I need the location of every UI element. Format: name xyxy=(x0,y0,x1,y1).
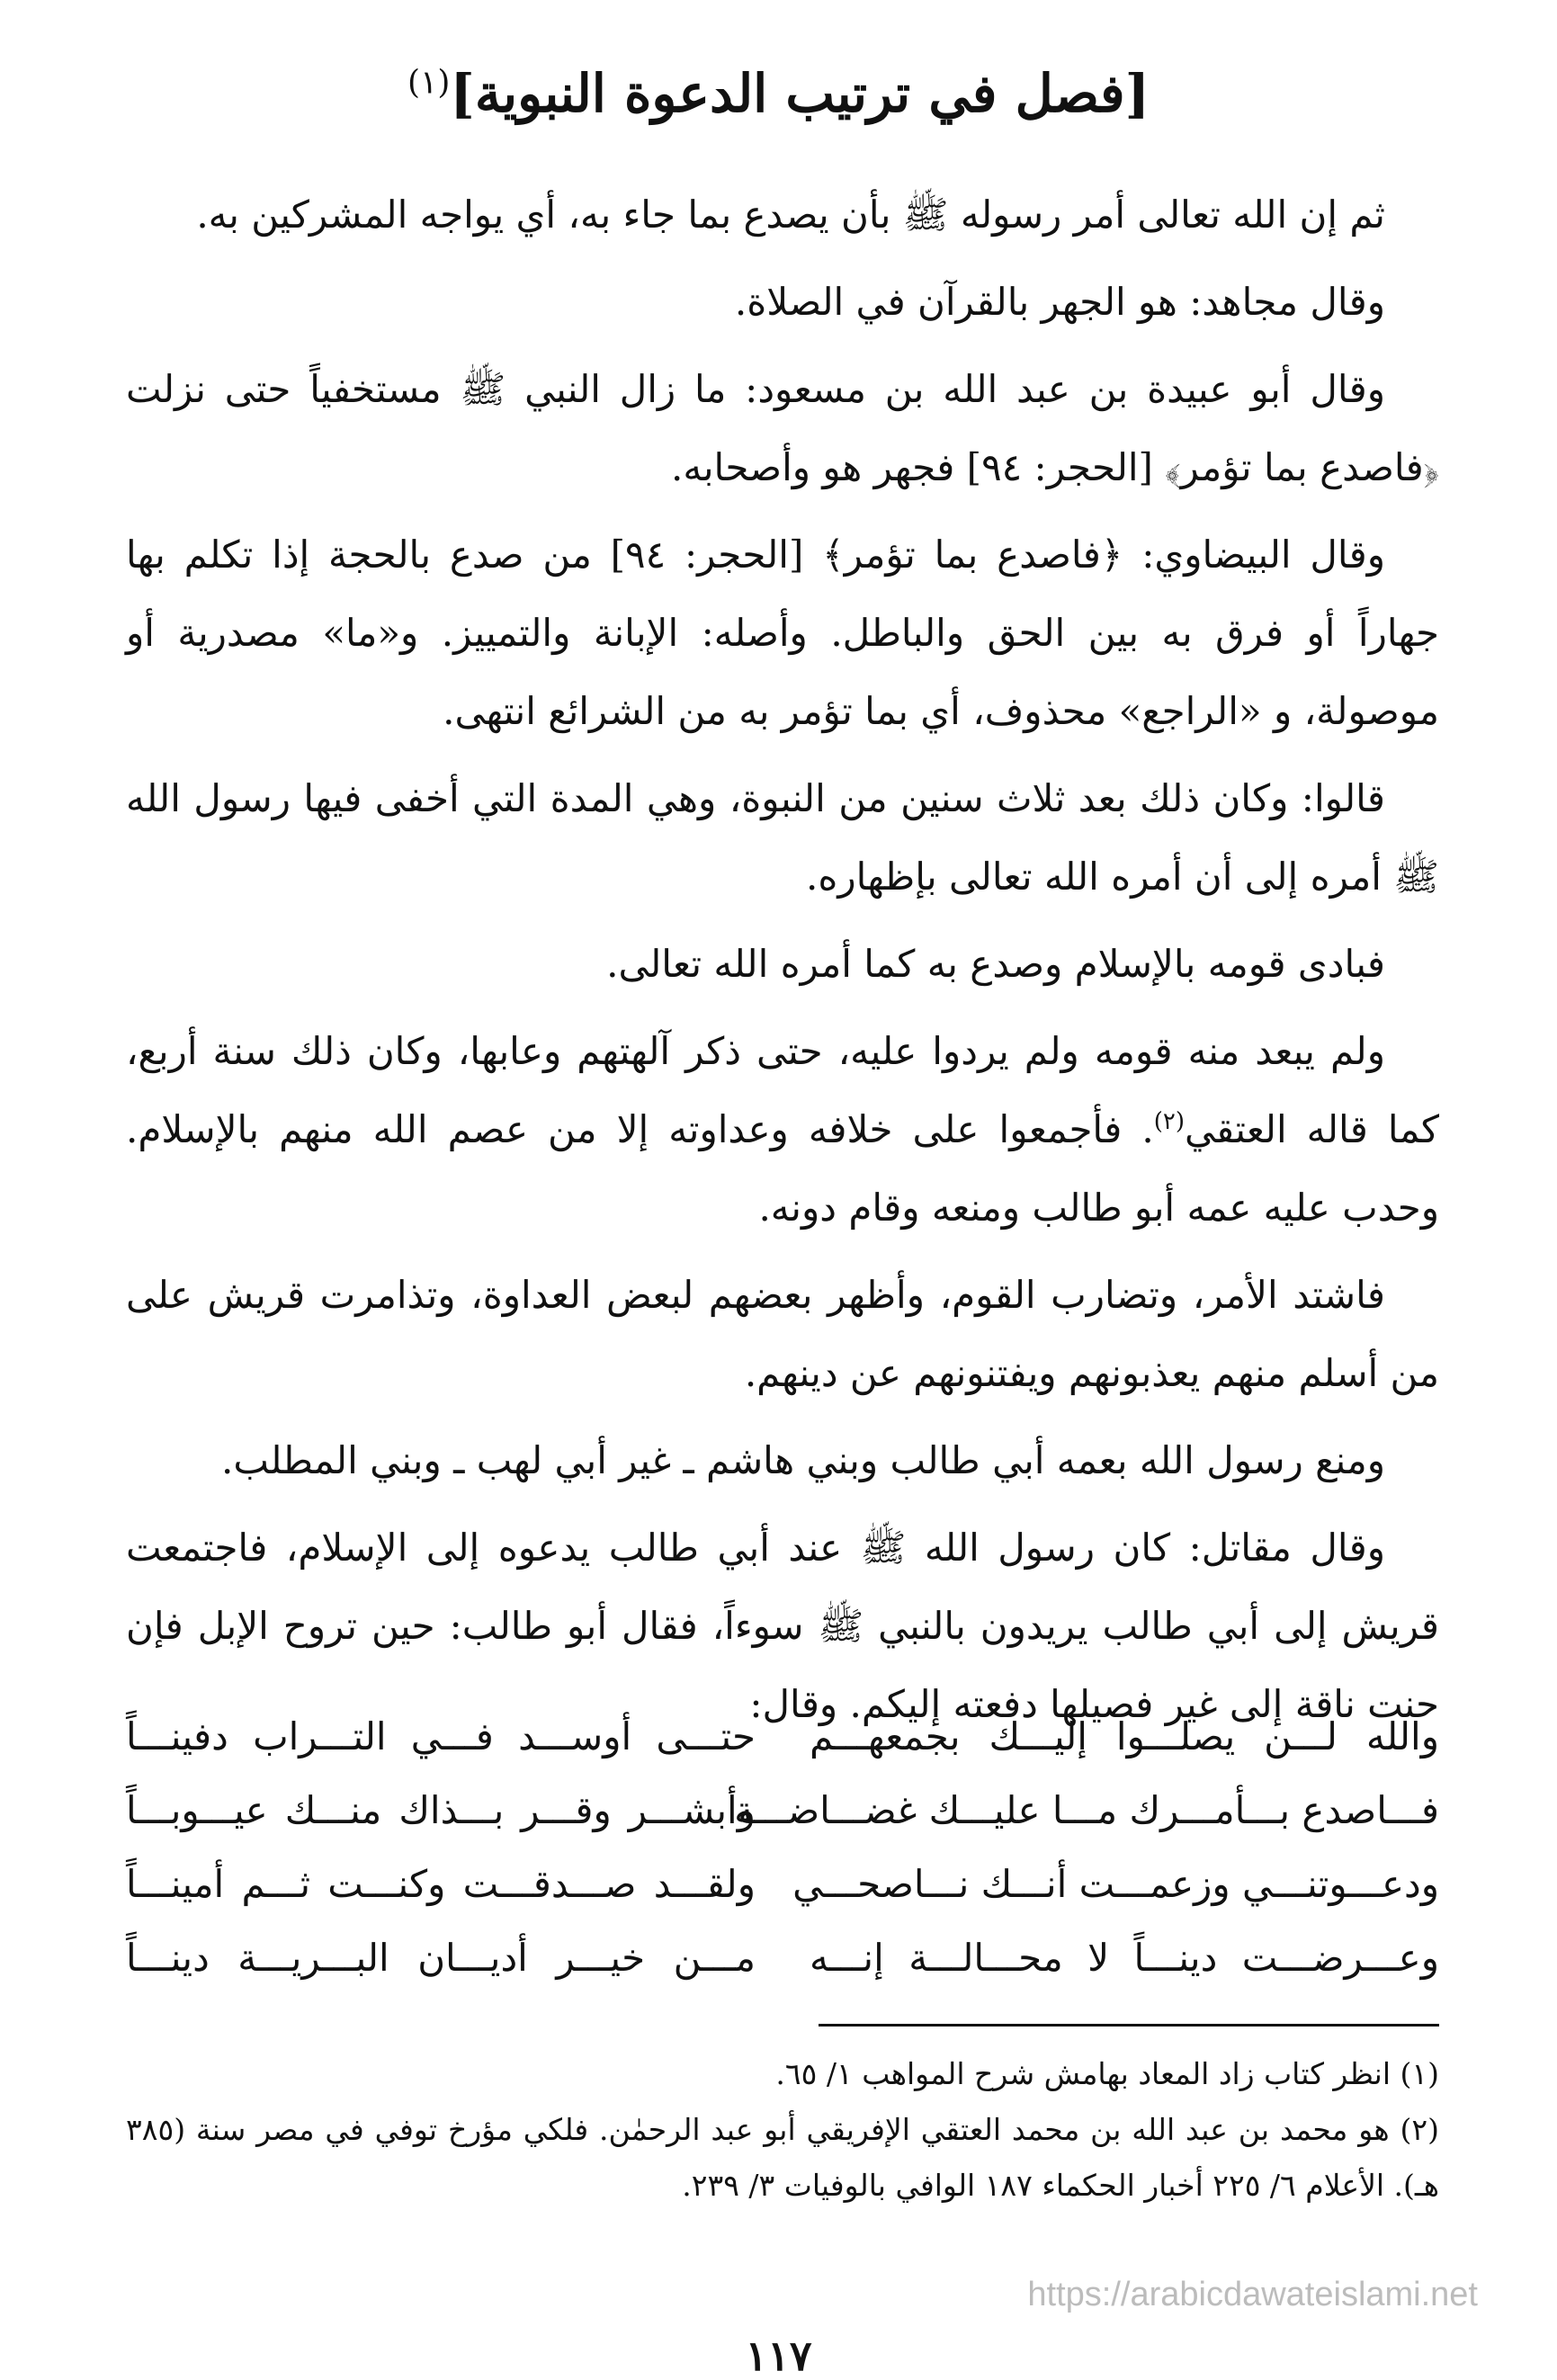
paragraph: ثم إن الله تعالى أمر رسوله ﷺ بأن يصدع بما جاء به، أي يواجه المشركين به. xyxy=(196,192,1385,237)
paragraph: فاشتد الأمر، وتضارب القوم، وأظهر بعضهم لبعض العداوة، وتذامرت قريش على من أسلم منهم يعذبونهم ويفتنونهم عن دينهم. xyxy=(126,1273,1439,1395)
paragraph: وقال مجاهد: هو الجهر بالقرآن في الصلاة. xyxy=(734,280,1385,324)
page-number: ١١٧ xyxy=(745,2331,812,2380)
verse-line xyxy=(126,1848,1439,1921)
chapter-title xyxy=(0,63,1557,126)
footnotes xyxy=(126,2046,1439,2214)
verse-first-hemistich: ودعـــوتنـــي وزعمـــت أنـــك نـــاصحـــي xyxy=(792,1862,1439,1906)
paragraph: قالوا: وكان ذلك بعد ثلاث سنين من النبوة، وهي المدة التي أخفى فيها رسول الله ﷺ أمره إلى أن أمره الله تعالى بإظهاره. xyxy=(126,776,1439,899)
verse-second-hemistich: حتـــى أوســـد فـــي التـــراب دفينـــاً xyxy=(126,1714,756,1758)
paragraph: وقال مقاتل: كان رسول الله ﷺ عند أبي طالب يدعوه إلى الإسلام، فاجتمعت قريش إلى أبي طالب يريدون بالنبي ﷺ سوءاً، فقال أبو طالب: حين تروح الإبل فإن حنت ناقة إلى غير فصيلها دفعته إليكم. وقال: xyxy=(126,1526,1439,1726)
paragraph xyxy=(126,1012,1439,1247)
verse-second-hemistich: مـــن خيـــر أديـــان البـــريـــة دينـــاً xyxy=(126,1936,756,1980)
paragraph-text: ولم يبعد منه قومه ولم يردوا عليه، حتى ذكر آلهتهم وعابها، وكان ذلك سنة أربع، كما قاله العتقي xyxy=(126,1029,1439,1151)
verse-first-hemistich: والله لـــن يصلـــوا إليـــك بجمعهـــم xyxy=(810,1714,1439,1758)
verse-second-hemistich: ولقـــد صـــدقـــت وكنـــت ثـــم أمينـــاً xyxy=(126,1862,756,1906)
paragraph: وقال أبو عبيدة بن عبد الله بن مسعود: ما زال النبي ﷺ مستخفياً حتى نزلت ﴿فاصدع بما تؤمر﴾ [الحجر: ٩٤] فجهر هو وأصحابه. xyxy=(126,367,1439,489)
paragraph: ومنع رسول الله بعمه أبي طالب وبني هاشم ـ غير أبي لهب ـ وبني المطلب. xyxy=(221,1438,1385,1482)
footnote-separator xyxy=(819,2024,1439,2027)
main-text xyxy=(126,175,1439,1752)
verse-line xyxy=(126,1921,1439,1995)
verse-first-hemistich: وعـــرضـــت دينـــاً لا محـــالـــة إنـــه xyxy=(810,1936,1439,1980)
verse-line xyxy=(126,1700,1439,1774)
paragraph: وقال البيضاوي: ﴿فاصدع بما تؤمر﴾ [الحجر: ٩٤] من صدع بالحجة إذا تكلم بها جهاراً أو فرق به بين الحق والباطل. وأصله: الإبانة والتمييز. و«ما» مصدرية أو موصولة، و «الراجع» محذوف، أي بما تؤمر به من الشرائع انتهى. xyxy=(126,532,1439,733)
footnote-ref-2: (٢) xyxy=(1153,1108,1185,1135)
verse-second-hemistich: وأبشـــر وقـــر بـــذاك منـــك عيـــوبـــاً xyxy=(126,1788,756,1832)
paragraph-text: . فأجمعوا على خلافه وعداوته إلا من عصم الله منهم بالإسلام. وحدب عليه عمه أبو طالب ومنعه وقام دونه. xyxy=(126,1107,1439,1230)
footnote-ref-1: (١) xyxy=(407,64,451,102)
verse-first-hemistich: فـــاصدع بـــأمـــرك مـــا عليـــك غضـــاضـــة xyxy=(734,1788,1439,1832)
paragraph: فبادى قومه بالإسلام وصدع به كما أمره الله تعالى. xyxy=(606,942,1385,986)
chapter-title-text: [فصل في ترتيب الدعوة النبوية] xyxy=(450,63,1150,124)
poem xyxy=(126,1700,1439,1995)
watermark-url: https://arabicdawateislami.net xyxy=(1027,2276,1478,2313)
footnote-2: (٢) هو محمد بن عبد الله بن محمد العتقي الإفريقي أبو عبد الرحمٰن. فلكي مؤرخ توفي في مصر سنة (٣٨٥ هـ). الأعلام ٦/ ٢٢٥ أخبار الحكماء ١٨٧ الوافي بالوفيات ٣/ ٢٣٩. xyxy=(126,2112,1439,2203)
verse-line xyxy=(126,1774,1439,1848)
footnote-1: (١) انظر كتاب زاد المعاد بهامش شرح المواهب ١/ ٦٥. xyxy=(775,2056,1439,2091)
